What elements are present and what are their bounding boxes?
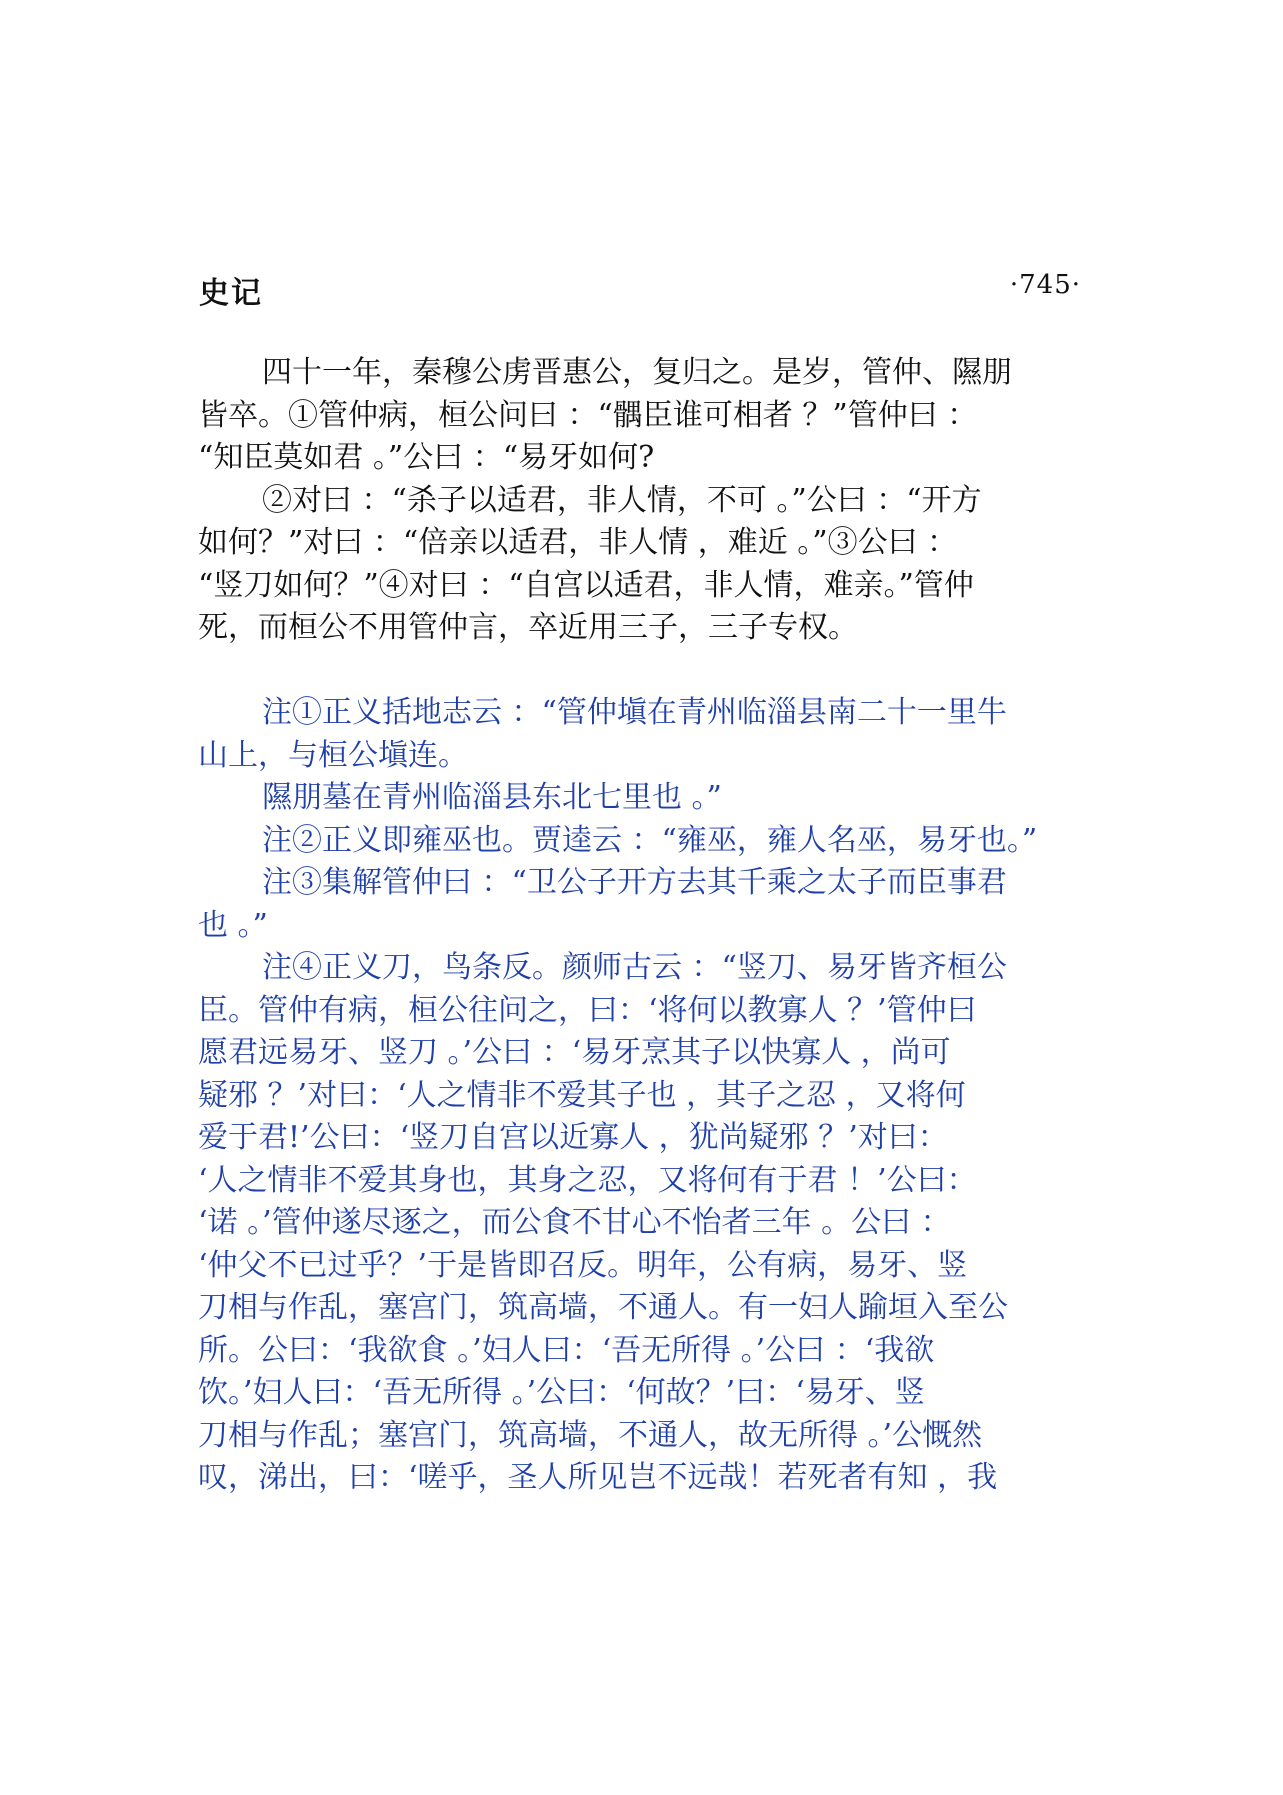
note-line: 注①正义括地志云 ：“管仲塡在青州临淄县南二十一里牛 (262, 695, 1007, 730)
note-line: 刀相与作乱；塞宫门，筑高墙，不通人，故无所得 。’公慨然 (198, 1417, 983, 1453)
annotation-notes-block (198, 692, 1088, 1500)
note-line: 爱于君!’公曰：‘竖刀自宫以近寡人 ，犹尚疑邪 ？’对曰： (198, 1120, 948, 1155)
note-line: 愿君远易牙、竖刀 。’公曰 ：‘易牙烹其子以快寡人 ，尚可 (198, 1035, 951, 1070)
page-number: ·745· (1009, 270, 1081, 300)
note-line: 山上，与桓公塡连。 (198, 737, 468, 773)
main-text-block (198, 352, 1088, 650)
note-line: 所。公曰：‘我欲食 。’妇人曰：‘吾无所得 。’公曰 ：‘我欲 (198, 1332, 935, 1368)
note-line: ‘人之情非不爱其身也，其身之忍，又将何有于君 ！’公曰： (198, 1162, 977, 1198)
main-text-line: 死，而桓公不用管仲言，卒近用三子，三子专权。 (198, 610, 858, 645)
note-line: 叹，涕出，曰：‘嗟乎，圣人所见岂不远哉！若死者有知 ，我 (198, 1460, 998, 1495)
main-text-line: 四十一年，秦穆公虏晋惠公，复归之。是岁，管仲、隰朋 (262, 355, 1012, 390)
note-line: 疑邪 ？’对曰：‘人之情非不爱其子也 ，其子之忍 ，又将何 (198, 1077, 966, 1113)
main-text-line: “竖刀如何？”④对曰 ：“自宫以适君，非人情，难亲。”管仲 (198, 567, 974, 603)
main-text-line: 皆卒。①管仲病，桓公问曰 ：“髃臣谁可相者 ？”管仲曰 ： (198, 397, 978, 433)
page-header (199, 268, 1081, 311)
main-text-line: 如何？”对曰 ：“倍亲以适君，非人情 ，难近 。”③公曰 ： (198, 525, 958, 560)
note-line: ‘仲父不已过乎？’于是皆即召反。明年，公有病，易牙、竖 (198, 1247, 968, 1283)
note-line: 臣。管仲有病，桓公往问之，曰：‘将何以教寡人 ？’管仲曰 (198, 992, 977, 1028)
book-title: 史记 (199, 276, 263, 311)
note-line: 注③集解管仲曰 ：“卫公子开方去其千乘之太子而臣事君 (262, 865, 1007, 900)
note-line: 刀相与作乱，塞宫门，筑高墙，不通人。有一妇人踰垣入至公 (198, 1290, 1008, 1325)
note-line: 注④正义刀，鸟条反。颜师古云 ：“竖刀、易牙皆齐桓公 (262, 950, 1007, 985)
note-line: 隰朋墓在青州临淄县东北七里也 。” (262, 780, 722, 815)
main-text-line: ②对曰 ：“杀子以适君，非人情，不可 。”公曰 ：“开方 (262, 482, 982, 518)
note-line: 饮。’妇人曰：‘吾无所得 。’公曰：‘何故？’曰：‘易牙、竖 (198, 1375, 925, 1410)
main-text-line: “知臣莫如君 。”公曰 ：“易牙如何? (198, 440, 655, 475)
note-line: ‘诺 。’管仲遂尽逐之，而公食不甘心不怡者三年 。公曰 ： (198, 1205, 951, 1240)
note-line: 注②正义即雍巫也。贾逵云 ：“雍巫，雍人名巫，易牙也。” (262, 822, 1038, 858)
note-line: 也 。” (198, 907, 268, 943)
